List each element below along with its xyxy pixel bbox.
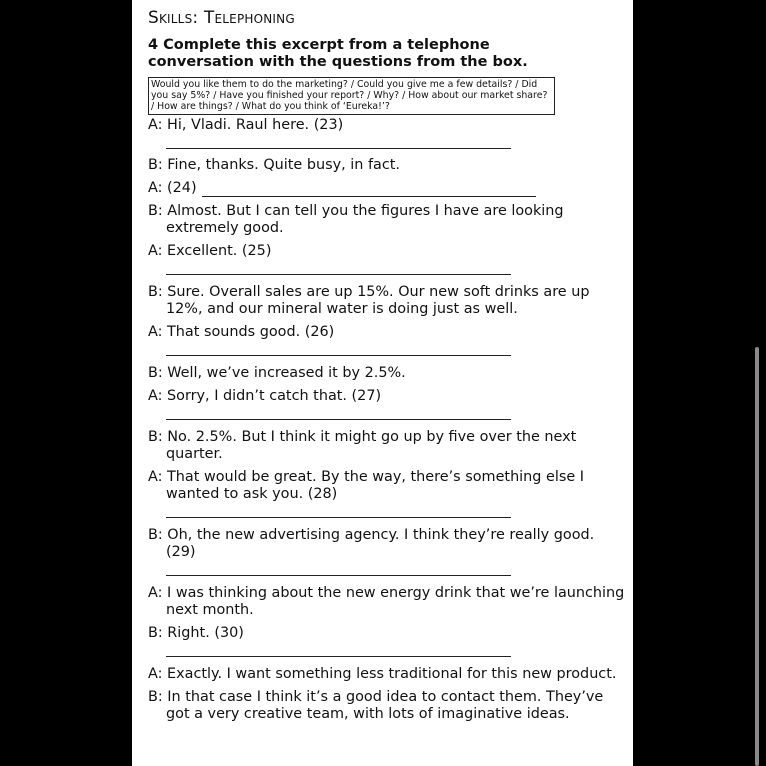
answer-blank-30[interactable] xyxy=(166,642,511,657)
dialogue-line: B: Sure. Overall sales are up 15%. Our new soft drinks are up 12%, and our mineral water is doing just as well. xyxy=(148,284,590,317)
dialogue-text: A: (24) xyxy=(148,180,197,196)
dialogue-line-25 xyxy=(148,243,628,275)
document-content xyxy=(148,6,628,723)
scrollbar-thumb[interactable] xyxy=(755,347,759,766)
dialogue-line: B: No. 2.5%. But I think it might go up by five over the next quarter. xyxy=(148,429,577,462)
dialogue-line-24 xyxy=(148,180,628,197)
dialogue-line: B: In that case I think it’s a good idea to contact them. They’ve got a very creative team, with lots of imaginative ideas. xyxy=(148,689,604,722)
instruction-line-1: 4 Complete this excerpt from a telephone xyxy=(148,37,490,53)
answer-blank-26[interactable] xyxy=(166,341,511,356)
answer-blank-23[interactable] xyxy=(166,134,511,149)
answer-blank-28[interactable] xyxy=(166,503,511,518)
dialogue-text: A: Excellent. (25) xyxy=(148,243,272,259)
questions-box: Would you like them to do the marketing? / Could you give me a few details? / Did you say 5%? / Have you finished your report? / Why? / How about our market share? / How are things? / What do you think of ‘Eureka!’? xyxy=(148,77,555,115)
dialogue-line: B: Almost. But I can tell you the figures I have are looking extremely good. xyxy=(148,203,564,236)
dialogue-line-29 xyxy=(148,527,628,576)
dialogue-line-26 xyxy=(148,324,628,356)
dialogue-text: A: Sorry, I didn’t catch that. (27) xyxy=(148,388,382,404)
dialogue-line-23 xyxy=(148,117,628,149)
answer-blank-27[interactable] xyxy=(166,405,511,420)
answer-blank-29[interactable] xyxy=(166,561,511,576)
document-page xyxy=(132,0,633,766)
dialogue-line-27 xyxy=(148,388,628,420)
dialogue-line: A: Exactly. I want something less traditional for this new product. xyxy=(148,666,617,682)
dialogue-text: A: That would be great. By the way, there’s something else I wanted to ask you. (28) xyxy=(148,469,585,502)
dialogue-text: B: Right. (30) xyxy=(148,625,244,641)
dialogue-line: A: I was thinking about the new energy drink that we’re launching next month. xyxy=(148,585,625,618)
dialogue-text: A: Hi, Vladi. Raul here. (23) xyxy=(148,117,344,133)
instruction-line-2: conversation with the questions from the box. xyxy=(148,54,528,70)
dialogue-line: B: Well, we’ve increased it by 2.5%. xyxy=(148,365,406,381)
dialogue-text: B: Oh, the new advertising agency. I think they’re really good. (29) xyxy=(148,527,595,560)
answer-blank-25[interactable] xyxy=(166,260,511,275)
exercise-instruction xyxy=(148,37,628,71)
dialogue-line-28 xyxy=(148,469,628,518)
section-title: Skills: Telephoning xyxy=(148,8,295,28)
dialogue-line-30 xyxy=(148,625,628,657)
dialogue-text: A: That sounds good. (26) xyxy=(148,324,335,340)
dialogue-line: B: Fine, thanks. Quite busy, in fact. xyxy=(148,157,400,173)
answer-blank-24[interactable] xyxy=(202,182,536,197)
